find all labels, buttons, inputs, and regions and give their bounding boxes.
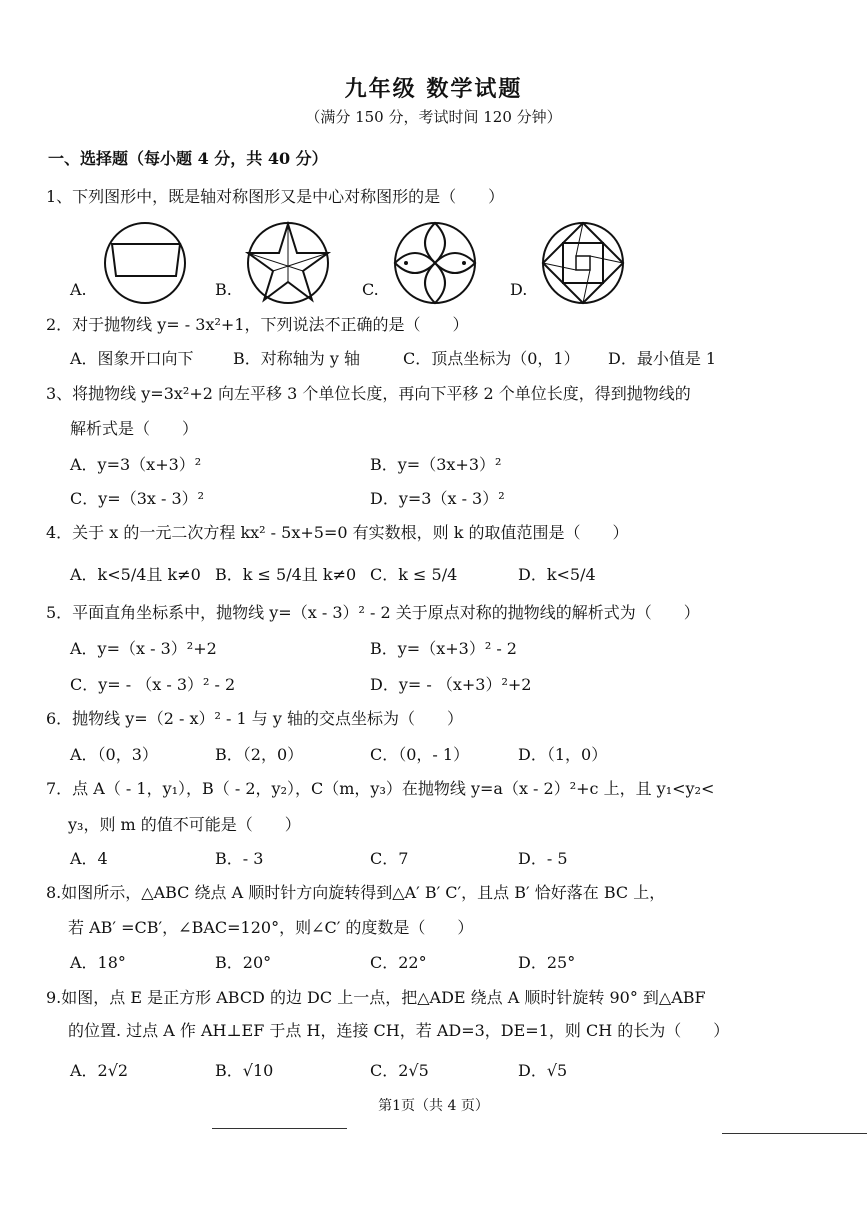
- footer-divider-left: [212, 1128, 347, 1129]
- question-4-option-b[interactable]: B．k ≤ 5/4且 k≠0: [215, 565, 357, 584]
- question-3-option-d[interactable]: D．y=3（x - 3）²: [370, 489, 505, 508]
- question-3-stem-line-1: 3、将抛物线 y=3x²+2 向左平移 3 个单位长度，再向下平移 2 个单位长度，得到抛物线的: [46, 384, 691, 403]
- question-2-option-b[interactable]: B．对称轴为 y 轴: [233, 349, 360, 368]
- question-1-option-d[interactable]: D.: [510, 280, 528, 299]
- question-7-stem-line-1: 7．点 A（ - 1，y₁），B（ - 2，y₂），C（m，y₃）在抛物线 y=a（x - 2）²+c 上，且 y₁<y₂<: [46, 779, 715, 798]
- question-7-option-b[interactable]: B．- 3: [215, 849, 264, 868]
- question-5-option-d[interactable]: D．y= - （x+3）²+2: [370, 675, 532, 694]
- question-9-option-c[interactable]: C．2√5: [370, 1061, 429, 1080]
- question-2-option-a[interactable]: A．图象开口向下: [70, 349, 194, 368]
- question-3-option-b[interactable]: B．y=（3x+3）²: [370, 455, 502, 474]
- question-3-option-c[interactable]: C．y=（3x - 3）²: [70, 489, 205, 508]
- question-7-stem-line-2: y₃，则 m 的值不可能是（ ）: [68, 815, 301, 834]
- question-9-option-d[interactable]: D．√5: [518, 1061, 568, 1080]
- question-4-stem: 4．关于 x 的一元二次方程 kx² - 5x+5=0 有实数根，则 k 的取值范围是（ ）: [46, 523, 629, 542]
- question-8-option-b[interactable]: B．20°: [215, 953, 272, 972]
- page-title: 九年级 数学试题: [344, 76, 523, 102]
- question-2-option-d[interactable]: D．最小值是 1: [608, 349, 717, 368]
- question-1-option-b[interactable]: B.: [215, 280, 232, 299]
- question-6-option-c[interactable]: C．（0，- 1）: [370, 745, 470, 764]
- question-4-option-a[interactable]: A．k<5/4且 k≠0: [70, 565, 201, 584]
- page-number: 第1页（共 4 页）: [378, 1098, 489, 1114]
- question-8-option-c[interactable]: C．22°: [370, 953, 427, 972]
- question-6-option-d[interactable]: D．（1，0）: [518, 745, 608, 764]
- question-7-option-c[interactable]: C．7: [370, 849, 409, 868]
- question-4-option-d[interactable]: D．k<5/4: [518, 565, 596, 584]
- question-8-option-a[interactable]: A．18°: [70, 953, 126, 972]
- question-5-option-c[interactable]: C．y= - （x - 3）² - 2: [70, 675, 236, 694]
- circle-star-icon: [243, 218, 333, 308]
- question-5-option-a[interactable]: A．y=（x - 3）²+2: [70, 639, 217, 658]
- question-6-option-a[interactable]: A．（0，3）: [70, 745, 158, 764]
- question-7-option-a[interactable]: A．4: [70, 849, 108, 868]
- question-8-stem-line-1: 8.如图所示，△ABC 绕点 A 顺时针方向旋转得到△A′ B′ C′，且点 B′ 恰好落在 BC 上，: [46, 883, 666, 902]
- question-5-stem: 5．平面直角坐标系中，抛物线 y=（x - 3）² - 2 关于原点对称的抛物线的解析式为（ ）: [46, 603, 700, 622]
- question-2-stem: 2．对于抛物线 y= - 3x²+1，下列说法不正确的是（ ）: [46, 315, 469, 334]
- circle-squares-icon: [538, 218, 628, 308]
- question-8-stem-line-2: 若 AB′ =CB′，∠BAC=120°，则∠C′ 的度数是（ ）: [68, 918, 474, 937]
- footer-divider-right: [722, 1133, 867, 1134]
- question-1-option-c[interactable]: C.: [362, 280, 379, 299]
- question-9-option-a[interactable]: A．2√2: [70, 1061, 129, 1080]
- question-4-option-c[interactable]: C．k ≤ 5/4: [370, 565, 458, 584]
- question-5-option-b[interactable]: B．y=（x+3）² - 2: [370, 639, 517, 658]
- question-2-option-c[interactable]: C．顶点坐标为（0，1）: [403, 349, 580, 368]
- question-6-option-b[interactable]: B．（2，0）: [215, 745, 304, 764]
- question-7-option-d[interactable]: D．- 5: [518, 849, 568, 868]
- question-6-stem: 6．抛物线 y=（2 - x）² - 1 与 y 轴的交点坐标为（ ）: [46, 709, 463, 728]
- question-9-option-b[interactable]: B．√10: [215, 1061, 274, 1080]
- circle-petals-icon: [390, 218, 480, 308]
- question-3-option-a[interactable]: A．y=3（x+3）²: [70, 455, 202, 474]
- question-9-stem-line-2: 的位置. 过点 A 作 AH⊥EF 于点 H，连接 CH，若 AD=3，DE=1，则 CH 的长为（ ）: [68, 1021, 730, 1040]
- circle-parallelogram-icon: [100, 218, 190, 308]
- question-3-stem-line-2: 解析式是（ ）: [70, 419, 199, 438]
- question-1-option-a[interactable]: A.: [70, 280, 87, 299]
- question-8-option-d[interactable]: D．25°: [518, 953, 576, 972]
- page-subtitle: （满分 150 分，考试时间 120 分钟）: [305, 108, 562, 126]
- section-heading: 一、选择题（每小题 4 分，共 40 分）: [48, 149, 328, 168]
- question-1-stem: 1、下列图形中，既是轴对称图形又是中心对称图形的是（ ）: [46, 187, 505, 206]
- question-9-stem-line-1: 9.如图，点 E 是正方形 ABCD 的边 DC 上一点，把△ADE 绕点 A 顺时针旋转 90° 到△ABF: [46, 988, 706, 1007]
